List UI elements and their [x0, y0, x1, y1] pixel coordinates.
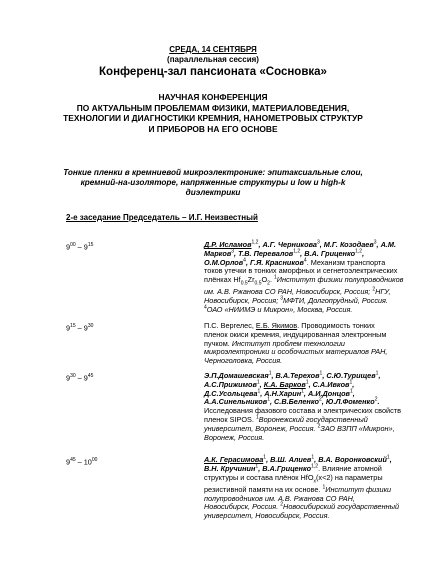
author-name: А.А.Синельников [204, 397, 268, 407]
affiliation-marker: 4 [204, 304, 207, 311]
affiliation-marker: 1,2 [355, 248, 363, 255]
talk-text: пленок окиси кремния, индуцированная электронным [204, 329, 387, 339]
talk-text: структуры и состава плёнок HfO [204, 472, 314, 482]
author-name: , В.А. Гриценко [300, 248, 356, 258]
author-name: , С.А.Ивков [308, 379, 350, 389]
affiliation-marker: 3 [316, 239, 320, 246]
talk-time: $9^{00} - 9^{15}$ [66, 242, 94, 252]
affiliation-marker: 1 [301, 388, 304, 395]
day-heading: СРЕДА, 14 СЕНТЯБРЯ [169, 45, 257, 54]
conference-title-line: НАУЧНАЯ КОНФЕРЕНЦИЯ [158, 92, 268, 102]
venue-title: Конференц-зал пансионата «Сосновка» [99, 66, 327, 78]
talk-time: $9^{45} - 10^{00}$ [66, 457, 98, 467]
author-name: А.К. Герасимова [204, 455, 264, 464]
author-name: , Ю.Л.Фоменко [321, 397, 375, 407]
topic-line: кремний-на-изоляторе, напряженные структуры и low и high-k [80, 178, 346, 187]
topic-line: диэлектрики [185, 188, 241, 197]
affiliation-marker: 1,2 [311, 463, 319, 470]
affiliation-marker: 1 [256, 379, 260, 386]
talk-text: резистивной памяти на их основе. [204, 484, 323, 494]
time-minutes: 00 [70, 242, 76, 248]
talk-text: . Механизм транспорта [306, 257, 386, 267]
talk-text: . [269, 275, 275, 285]
affiliation-text: НГУ, [375, 287, 391, 297]
talk-text: пленок SIPOS. [204, 414, 256, 424]
time-minutes: 30 [70, 373, 76, 379]
author-name: , В.А. Воронковский [314, 455, 387, 464]
time-minutes: 45 [70, 457, 76, 463]
talk-text: O [261, 275, 268, 285]
talk-line [204, 306, 426, 315]
conference-title-line: ПО АКТУАЛЬНЫМ ПРОБЛЕМАМ ФИЗИКИ, МАТЕРИАЛОВЕДЕНИЯ, [76, 102, 350, 113]
affiliation-text: Институт физики полупроводников [276, 275, 404, 285]
affiliation-marker: 1 [263, 454, 267, 461]
affiliation-marker: 1 [255, 463, 259, 470]
author-name: Д.Р. Исламов [204, 240, 252, 249]
author-name: , А.Г. Черникова [258, 240, 317, 249]
author-name: Марков [204, 248, 232, 258]
time-minutes: 30 [87, 323, 94, 329]
author-name: , В.А.Терехов [271, 371, 320, 380]
author-name: , С.Ю.Турищев [322, 371, 376, 380]
affiliation-marker: 1 [386, 454, 390, 461]
time-minutes: 00 [91, 457, 98, 463]
section-topic [62, 168, 364, 198]
affiliation-text: Воронежский государственный [258, 414, 368, 424]
affiliation-marker: 1 [274, 274, 277, 281]
affiliation-marker: 2 [319, 396, 322, 403]
talk-text: пучком. [204, 338, 232, 348]
conference-title-line: И ПРИБОРОВ НА ЕГО ОСНОВЕ [148, 123, 278, 134]
affiliation-marker: 1 [311, 454, 315, 461]
affiliation-text: Черноголовка, Россия. [204, 356, 283, 366]
affiliation-marker: 4 [243, 257, 246, 264]
talk-details [204, 241, 426, 315]
author-name: , [352, 388, 355, 398]
talk-line [204, 434, 426, 443]
talk-text: . Влияние атомной [318, 463, 382, 473]
author-name: , [389, 455, 392, 464]
talk-details [204, 322, 426, 366]
author-name: , Т.В. Перевалов [234, 248, 294, 258]
conference-title-line: ТЕХНОЛОГИИ И ДИАГНОСТИКИ КРЕМНИЯ, НАНОМЕТРОВЫХ СТРУКТУР [63, 113, 363, 123]
affiliation-text: Институт проблем технологии [231, 338, 345, 348]
affiliation-marker: 1 [349, 388, 353, 395]
affiliation-marker: 3 [373, 239, 377, 246]
author-name: , А.Н.Харин [260, 388, 302, 398]
affiliation-marker: 1 [255, 414, 259, 421]
formula-subscript: 0.5 [254, 280, 262, 287]
session-heading [66, 213, 258, 222]
author-name: , А.М. [376, 240, 396, 249]
talk-details [204, 372, 426, 442]
affiliation-marker: 1 [322, 484, 326, 491]
talk-time: $9^{15} - 9^{30}$ [66, 323, 94, 333]
talk-text: Zr [247, 275, 255, 285]
talk-text: (x<2) на параметры [316, 472, 383, 482]
talk-details [204, 456, 426, 521]
talk-text: Е.Б. Якимов [255, 321, 298, 330]
author-name: , А.И.Донцов [303, 388, 350, 398]
author-name: К.А. Барков [263, 379, 306, 389]
author-name: Э.П.Домашевская [204, 371, 269, 380]
talk-text: . Проводимость тонких [297, 321, 375, 330]
author-name: , Г.Я. Красников [245, 257, 304, 267]
formula-subscript: x [313, 478, 316, 485]
talk-line [204, 512, 426, 521]
author-name: В.Н. Кручинин [204, 463, 256, 473]
parallel-session-note: (параллельная сессия) [167, 55, 259, 64]
author-name: О.М.Орлов [204, 257, 244, 267]
talk-text: Исследования фазового состава и электрических свойств [204, 406, 401, 416]
talk-text: токов утечки в тонких аморфных и сегнетоэлектрических [204, 266, 398, 276]
talk-line [204, 357, 426, 366]
talk-text: П.С. Вергелес, [204, 321, 256, 330]
affiliation-marker: 1 [349, 379, 353, 386]
affiliation-marker: 1 [257, 388, 261, 395]
affiliation-marker: 1 [319, 370, 323, 377]
conference-title [60, 92, 366, 134]
affiliation-text: ОАО «НИИМЭ и Микрон», Москва, Россия. [206, 305, 353, 315]
affiliation-marker: 2 [317, 423, 321, 430]
affiliation-text: Воронеж, Россия. [204, 432, 265, 442]
author-name: , В.А.Гриценко [258, 463, 312, 473]
affiliation-text: университет, Новосибирск, Россия. [204, 511, 330, 521]
affiliation-text: микроэлектроники и особочистых материалов РАН, [204, 347, 388, 357]
author-name: , С.В.Беленко [269, 397, 319, 407]
affiliation-text: ЗАО ВЗПП «Микрон», [320, 423, 395, 433]
time-minutes: 45 [87, 373, 94, 379]
author-name: . [377, 397, 380, 407]
session-title: 2-е заседание Председатель – И.Г. Неизвестный [66, 213, 258, 222]
affiliation-text: МФТИ, Долгопрудный, Россия. [283, 296, 388, 306]
affiliation-marker: 2 [372, 287, 376, 294]
affiliation-text: полупроводников им. А.В. Ржанова СО РАН, [204, 493, 355, 503]
time-minutes: 15 [70, 323, 76, 329]
affiliation-marker: 3 [280, 295, 284, 302]
affiliation-marker: 2 [374, 396, 378, 403]
author-name: , В.Ш. Алиев [266, 455, 312, 464]
author-name: , М.Г. Козодаев [319, 240, 374, 249]
affiliation-text: Новосибирский государственный [283, 502, 400, 512]
author-name: , [352, 379, 355, 389]
author-name: , [378, 371, 381, 380]
affiliation-marker: 1 [267, 396, 270, 403]
author-name: , [362, 248, 365, 258]
affiliation-text: Новосибирск, Россия; [204, 296, 281, 306]
topic-line: Тонкие пленки в кремниевой микроэлектронике: эпитаксиальные слои, [63, 168, 363, 177]
affiliation-text: Институт физики [325, 484, 392, 494]
affiliation-text: им. А.В. Ржанова СО РАН, Новосибирск, Россия; [204, 287, 373, 297]
affiliation-text: Новосибирск, Россия. [204, 502, 281, 512]
author-name: А.С.Прижимов [204, 379, 257, 389]
formula-subscript: 0.5 [240, 280, 248, 287]
affiliation-marker: 1 [268, 370, 272, 377]
affiliation-marker: 1 [305, 379, 309, 386]
affiliation-text: университет, Воронеж, Россия. [204, 423, 318, 433]
affiliation-marker: 3 [231, 248, 235, 255]
time-minutes: 15 [87, 242, 94, 248]
affiliation-marker: 1,2 [251, 239, 259, 246]
author-name: , [259, 379, 264, 389]
author-name: Д.С.Усольцева [204, 388, 258, 398]
formula-subscript: 2 [267, 280, 270, 287]
affiliation-marker: 4 [303, 257, 307, 264]
talk-text: плёнках Hf [204, 275, 241, 285]
affiliation-marker: 2 [280, 502, 284, 509]
affiliation-marker: 1 [375, 370, 379, 377]
affiliation-marker: 1,2 [293, 248, 301, 255]
talk-time: $9^{30} - 9^{45}$ [66, 373, 94, 383]
